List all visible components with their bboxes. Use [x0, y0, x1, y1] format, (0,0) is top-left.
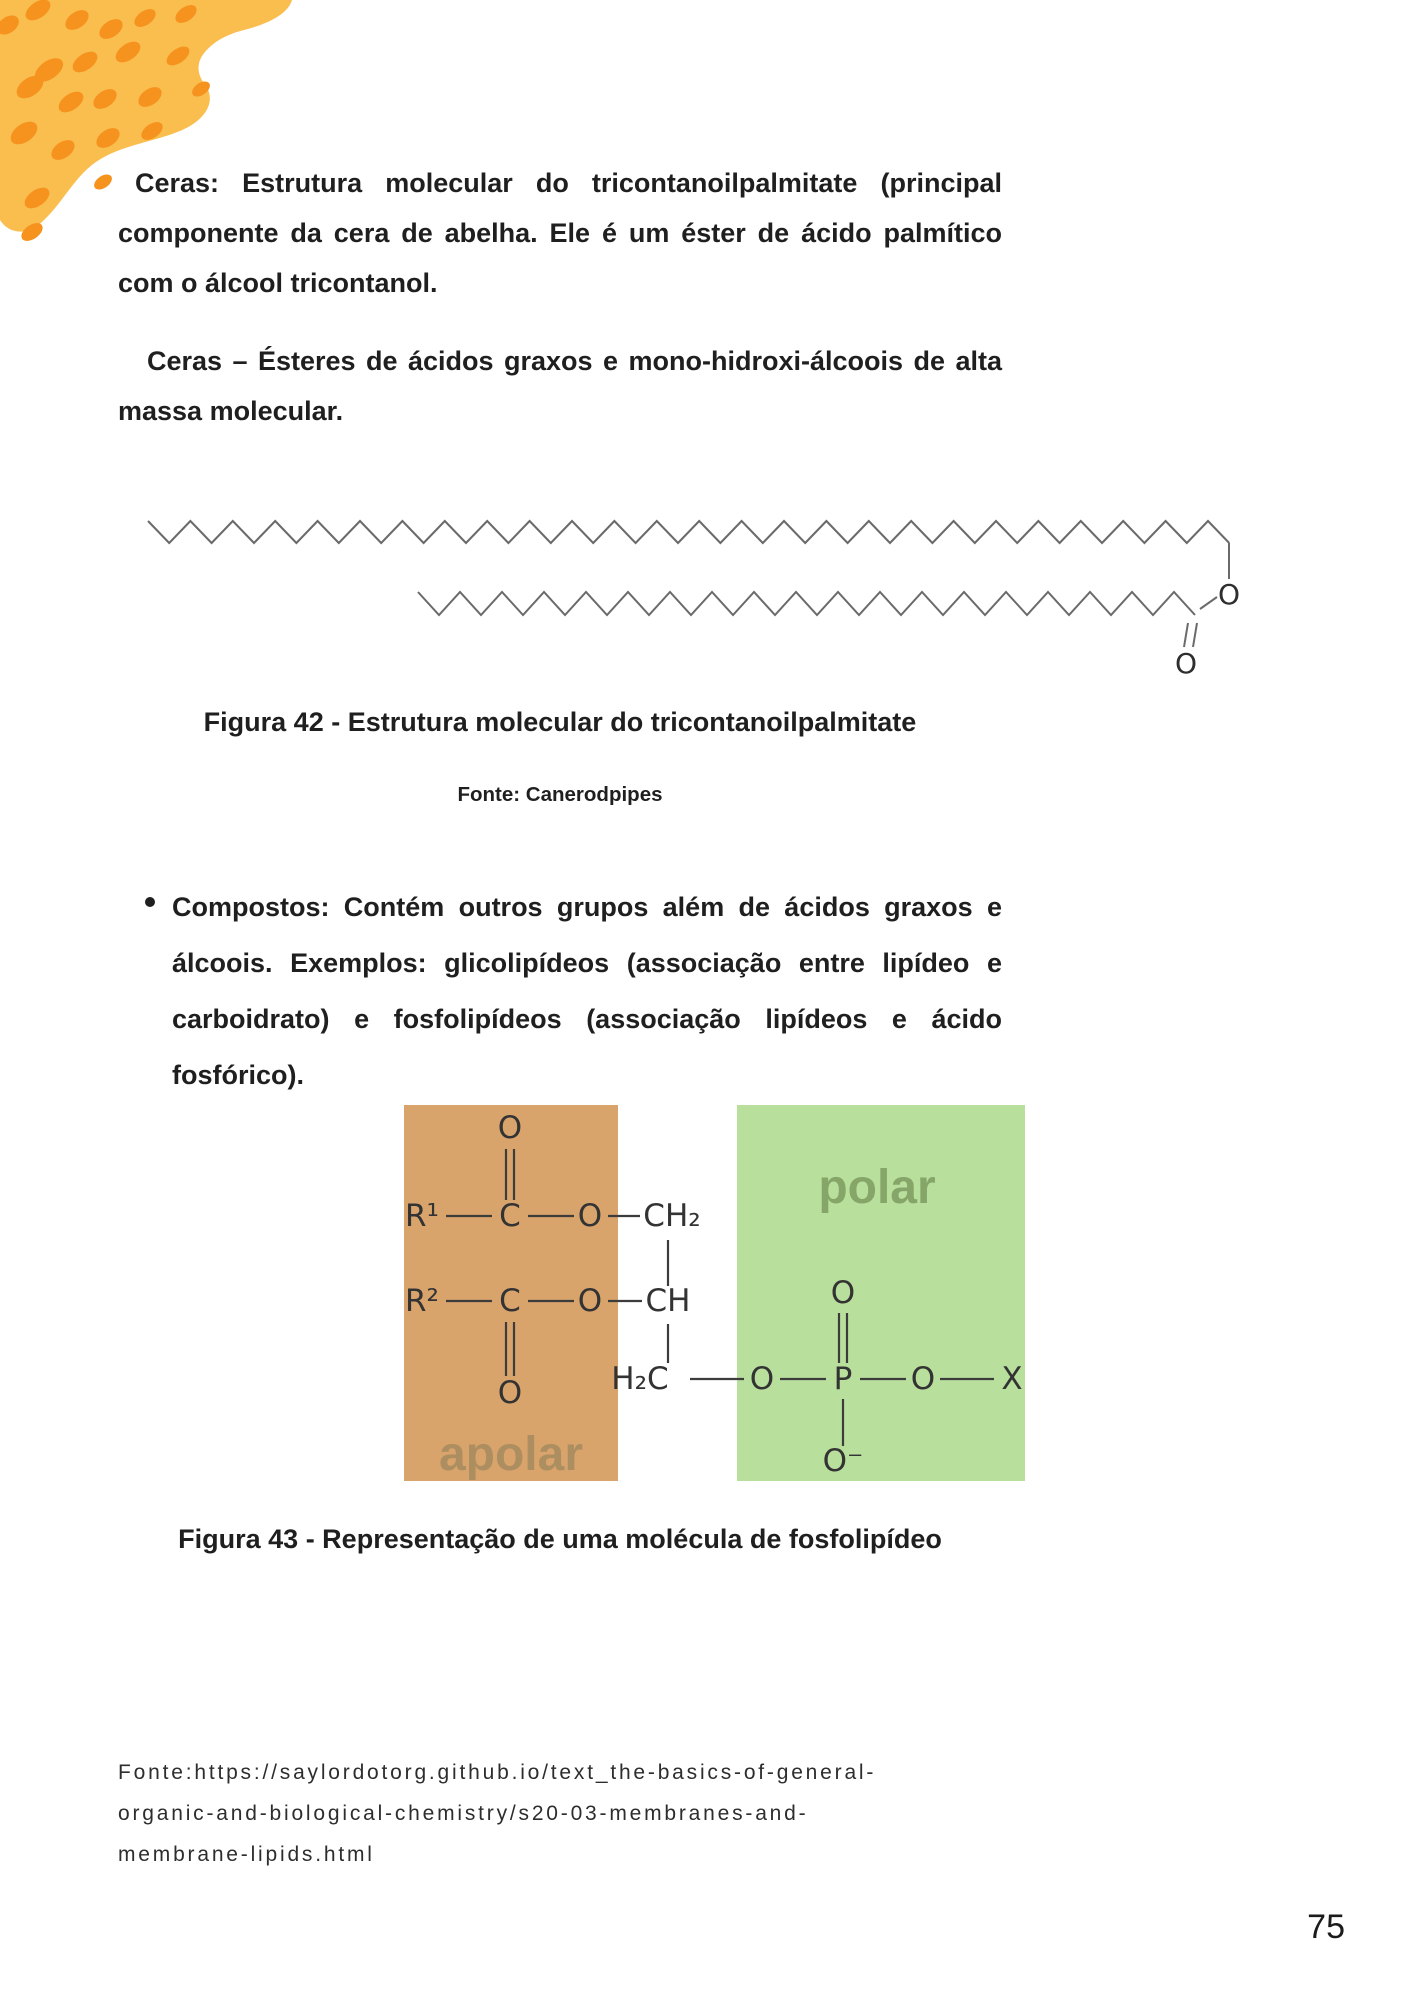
carbonyl-oxygen-label: O — [1174, 647, 1198, 680]
atom-ch: CH — [645, 1283, 691, 1319]
bullet-icon — [145, 897, 155, 907]
atom-p: P — [833, 1361, 853, 1397]
figure42-caption: Figura 42 - Estrutura molecular do tricontanoilpalmitate — [203, 707, 917, 737]
bullet-item-compostos — [118, 879, 1002, 1103]
atom-op-bottom: O⁻ — [822, 1443, 864, 1479]
carbonyl-double-bond-1 — [1184, 623, 1188, 647]
atom-c2: C — [499, 1283, 521, 1319]
bullet-text: Compostos: Contém outros grupos além de ácidos graxos e álcoois. Exemplos: glicolipídeos (associação entre lipídeo e carboidrato) e fosfolipídeos (associação lipídeos e ácido fosfórico). — [172, 892, 1002, 1090]
paragraph-ceras-definition: Ceras: Estrutura molecular do tricontanoilpalmitate (principal componente da cera de abelha. Ele é um éster de ácido palmítico com o álcool tricontanol. — [118, 168, 1002, 298]
source-url — [118, 1752, 1038, 1875]
figure43-diagram — [398, 1100, 1038, 1492]
ester-bond-diagonal — [1200, 597, 1217, 609]
figure42-source: Fonte: Canerodpipes — [457, 783, 663, 806]
atom-c1: C — [499, 1198, 521, 1234]
atom-o2: O — [577, 1283, 603, 1319]
figure43-caption: Figura 43 - Representação de uma molécula de fosfolipídeo — [178, 1524, 942, 1554]
carbonyl-double-bond-2 — [1193, 623, 1197, 647]
polar-label: polar — [818, 1161, 936, 1214]
atom-op-top: O — [830, 1275, 856, 1311]
page-number: 75 — [1307, 1908, 1345, 1946]
atom-ch2: CH₂ — [643, 1198, 701, 1234]
atom-o1-top: O — [497, 1110, 523, 1146]
ester-oxygen-label: O — [1217, 578, 1241, 611]
atom-r2: R² — [405, 1283, 439, 1319]
figure42-structure — [130, 505, 1264, 690]
wax-top-chain — [148, 521, 1229, 543]
wax-bottom-chain — [418, 592, 1195, 615]
atom-o4: O — [910, 1361, 936, 1397]
atom-h2c: H₂C — [611, 1361, 669, 1397]
atom-o3: O — [749, 1361, 775, 1397]
apolar-label: apolar — [438, 1428, 584, 1481]
source-url-line: organic-and-biological-chemistry/s20-03-membranes-and- — [118, 1802, 809, 1825]
atom-o1: O — [577, 1198, 603, 1234]
source-url-line: Fonte:https://saylordotorg.github.io/text_the-basics-of-general- — [118, 1761, 877, 1784]
source-url-line: membrane-lipids.html — [118, 1843, 375, 1866]
atom-r1: R¹ — [405, 1198, 439, 1234]
atom-o2-bottom: O — [497, 1375, 523, 1411]
atom-x: X — [1001, 1361, 1023, 1397]
paragraph-ceras-esteres: Ceras – Ésteres de ácidos graxos e mono-hidroxi-álcoois de alta massa molecular. — [118, 346, 1002, 426]
